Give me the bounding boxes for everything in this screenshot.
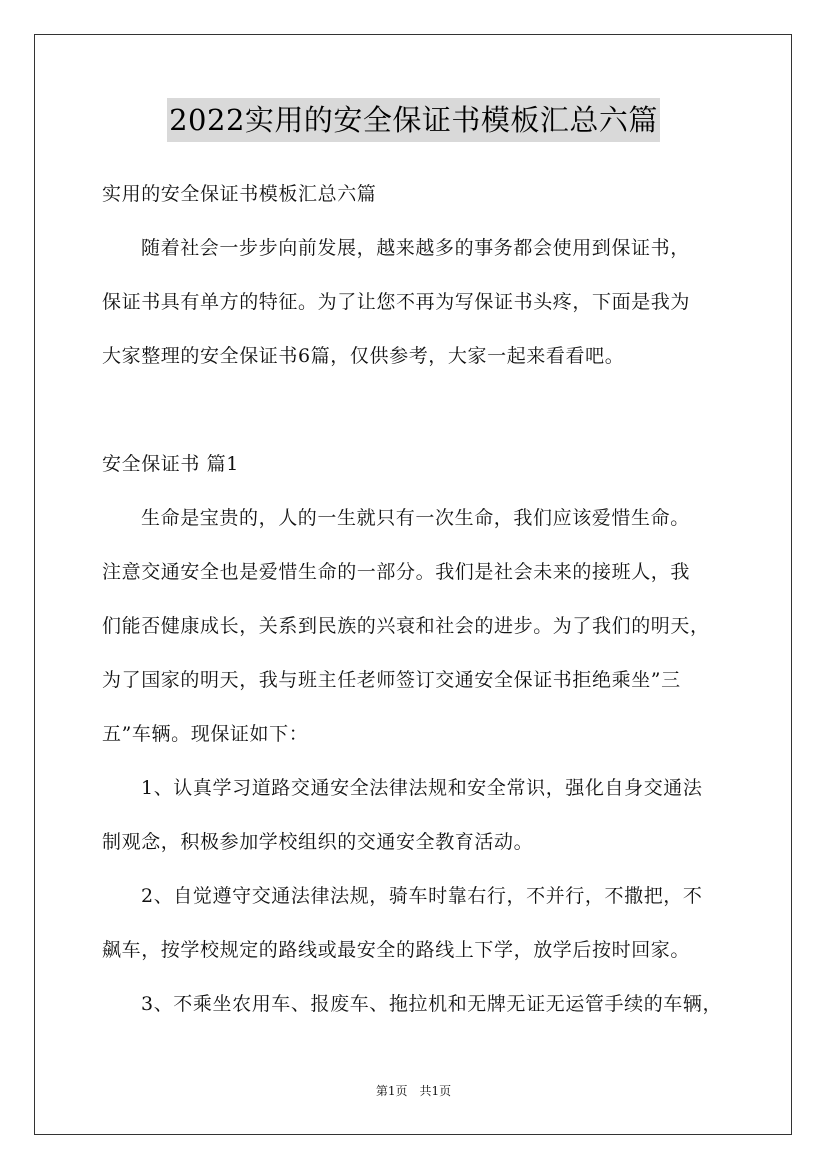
- body-line: 五”车辆。现保证如下：: [102, 723, 309, 745]
- body-line: 1、认真学习道路交通安全法律法规和安全常识，强化自身交通法: [141, 777, 703, 799]
- title-area: [0, 98, 827, 142]
- body-line: 注意交通安全也是爱惜生命的一部分。我们是社会未来的接班人，我: [102, 561, 691, 583]
- body-line: 保证书具有单方的特征。为了让您不再为写保证书头疼，下面是我为: [102, 291, 691, 313]
- body-line: 生命是宝贵的，人的一生就只有一次生命，我们应该爱惜生命。: [141, 507, 690, 529]
- body-line: 为了国家的明天，我与班主任老师签订交通安全保证书拒绝乘坐”三: [102, 669, 681, 691]
- page-total: 共1页: [419, 1084, 452, 1098]
- body-line: 制观念，积极参加学校组织的交通安全教育活动。: [102, 831, 534, 853]
- body-line: 大家整理的安全保证书6篇，仅供参考，大家一起来看看吧。: [102, 345, 625, 367]
- page-number: 第1页: [375, 1084, 408, 1098]
- body-line: 2、自觉遵守交通法律法规，骑车时靠右行，不并行，不撒把，不: [141, 885, 703, 907]
- body-line: 3、不乘坐农用车、报废车、拖拉机和无牌无证无运管手续的车辆，: [141, 993, 723, 1015]
- body-line: 随着社会一步步向前发展，越来越多的事务都会使用到保证书，: [141, 237, 690, 259]
- section-heading: 安全保证书 篇1: [102, 453, 239, 475]
- subtitle-line: 实用的安全保证书模板汇总六篇: [102, 183, 377, 205]
- body-line: 飙车，按学校规定的路线或最安全的路线上下学，放学后按时回家。: [102, 939, 691, 961]
- document-title: 2022实用的安全保证书模板汇总六篇: [167, 98, 660, 142]
- body-line: 们能否健康成长，关系到民族的兴衰和社会的进步。为了我们的明天，: [102, 615, 710, 637]
- page-footer: [0, 1083, 827, 1099]
